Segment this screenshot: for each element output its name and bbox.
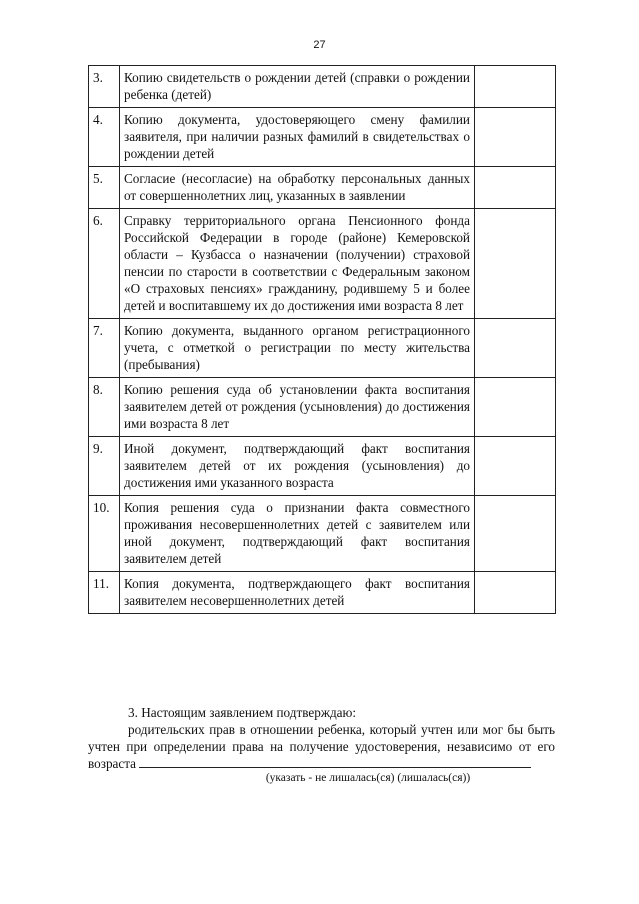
fill-in-line <box>139 756 531 768</box>
table-row <box>89 437 556 496</box>
table-row <box>89 319 556 378</box>
fill-in-hint: (указать - не лишалась(ся) (лишалась(ся)) <box>265 772 471 784</box>
table-row <box>89 209 556 319</box>
row-mark-cell <box>475 209 556 319</box>
row-document-name: Копию свидетельств о рождении детей (справки о рождении ребенка (детей) <box>120 66 475 108</box>
row-document-name: Копия решения суда о признании факта совместного проживания несовершеннолетних детей с заявителем или иной документ, подтверждающий факт воспитания заявителем детей <box>120 496 475 572</box>
row-document-name: Копия документа, подтверждающего факт воспитания заявителем несовершеннолетних детей <box>120 572 475 614</box>
row-document-name: Иной документ, подтверждающий факт воспитания заявителем детей от их рождения (усыновления) до достижения ими указанного возраста <box>120 437 475 496</box>
row-number: 10. <box>89 496 120 572</box>
row-number: 7. <box>89 319 120 378</box>
row-document-name: Копию документа, удостоверяющего смену фамилии заявителя, при наличии разных фамилий в свидетельствах о рождении детей <box>120 108 475 167</box>
row-document-name: Справку территориального органа Пенсионного фонда Российской Федерации в городе (районе) Кемеровской области – Кузбасса о назначении (получении) страховой пенсии по старости в соответствии с Федеральным законом «О страховых пенсиях» гражданину, родившему 5 и более детей и воспитавшему их до достижения ими возраста 8 лет <box>120 209 475 319</box>
table-row <box>89 66 556 108</box>
statement-heading: 3. Настоящим заявлением подтверждаю: <box>128 705 357 720</box>
table-row <box>89 167 556 209</box>
statement-body <box>88 721 555 772</box>
row-mark-cell <box>475 437 556 496</box>
row-document-name: Копию решения суда об установлении факта воспитания заявителем детей от рождения (усыновления) до достижения ими возраста 8 лет <box>120 378 475 437</box>
row-number: 4. <box>89 108 120 167</box>
row-number: 5. <box>89 167 120 209</box>
row-document-name: Согласие (несогласие) на обработку персональных данных от совершеннолетних лиц, указанных в заявлении <box>120 167 475 209</box>
documents-table-body <box>89 66 556 614</box>
row-number: 11. <box>89 572 120 614</box>
row-mark-cell <box>475 572 556 614</box>
table-row <box>89 378 556 437</box>
row-mark-cell <box>475 496 556 572</box>
documents-table <box>88 65 556 614</box>
row-mark-cell <box>475 167 556 209</box>
table-row <box>89 572 556 614</box>
row-number: 8. <box>89 378 120 437</box>
row-number: 6. <box>89 209 120 319</box>
row-document-name: Копию документа, выданного органом регистрационного учета, с отметкой о регистрации по месту жительства (пребывания) <box>120 319 475 378</box>
row-number: 9. <box>89 437 120 496</box>
page-number: 27 <box>313 39 326 51</box>
row-mark-cell <box>475 378 556 437</box>
table-row <box>89 108 556 167</box>
row-mark-cell <box>475 319 556 378</box>
row-mark-cell <box>475 66 556 108</box>
row-mark-cell <box>475 108 556 167</box>
table-row <box>89 496 556 572</box>
statement-body-text: родительских прав в отношении ребенка, который учтен или мог бы быть учтен при определении права на получение удостоверения, независимо от его возраста <box>88 722 555 771</box>
row-number: 3. <box>89 66 120 108</box>
